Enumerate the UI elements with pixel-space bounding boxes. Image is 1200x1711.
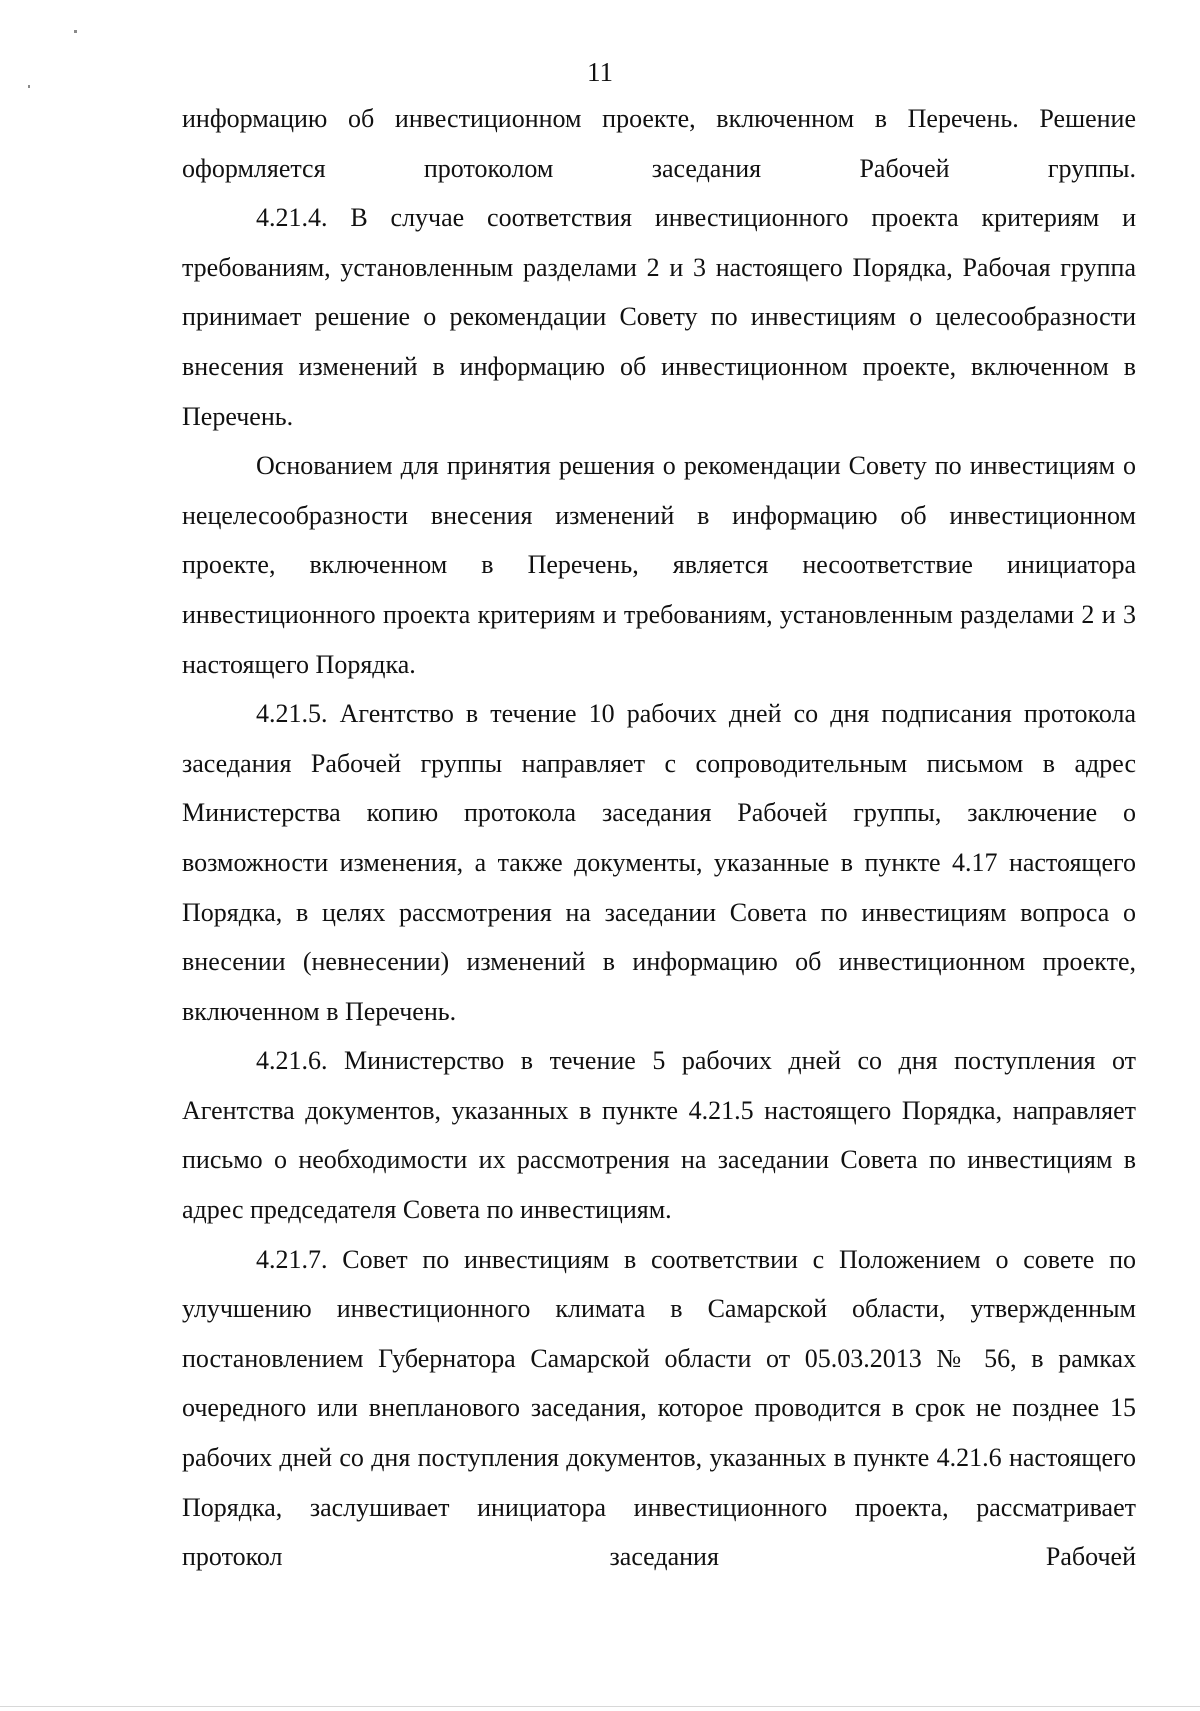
paragraph-grounds-for-refusal: Основанием для принятия решения о рекомендации Совету по инвестициям о нецелесообразности внесения изменений в информацию об инвестиционном проекте, включенном в Перечень, является несоответствие инициатора инвестиционного проекта критериям и требованиям, установленным разделами 2 и 3 настоящего Порядка. xyxy=(182,451,1136,679)
paragraph-4-21-7: 4.21.7. Совет по инвестициям в соответствии с Положением о совете по улучшению инвестиционного климата в Самарской области, утвержденным постановлением Губернатора Самарской области от 05.03.2013 № 56, в рамках очередного или внепланового заседания, которое проводится в срок не позднее 15 рабочих дней со дня поступления документов, указанных в пункте 4.21.6 настоящего Порядка, заслушивает инициатора инвестиционного проекта, рассматривает протокол заседания Рабочей xyxy=(182,1244,1136,1572)
paragraph-4-21-6: 4.21.6. Министерство в течение 5 рабочих дней со дня поступления от Агентства документов, указанных в пункте 4.21.5 настоящего Порядка, направляет письмо о необходимости их рассмотрения на заседании Совета по инвестициям в адрес председателя Совета по инвестициям. xyxy=(182,1046,1136,1225)
paragraph-4-21-4: 4.21.4. В случае соответствия инвестиционного проекта критериям и требованиям, установленным разделами 2 и 3 настоящего Порядка, Рабочая группа принимает решение о рекомендации Совету по инвестициям о целесообразности внесения изменений в информацию об инвестиционном проекте, включенном в Перечень. xyxy=(182,203,1136,431)
paragraph-continuation: информацию об инвестиционном проекте, включенном в Перечень. Решение оформляется протоколом заседания Рабочей группы. xyxy=(182,104,1136,183)
paragraph-4-21-5: 4.21.5. Агентство в течение 10 рабочих дней со дня подписания протокола заседания Рабочей группы направляет с сопроводительным письмом в адрес Министерства копию протокола заседания Рабочей группы, заключение о возможности изменения, а также документы, указанные в пункте 4.17 настоящего Порядка, в целях рассмотрения на заседании Совета по инвестициям вопроса о внесении (невнесении) изменений в информацию об инвестиционном проекте, включенном в Перечень. xyxy=(182,699,1136,1026)
document-body xyxy=(182,94,1136,1582)
scan-speck xyxy=(74,30,77,33)
scan-edge-mark xyxy=(0,1706,1200,1707)
page-number: 11 xyxy=(587,57,613,87)
